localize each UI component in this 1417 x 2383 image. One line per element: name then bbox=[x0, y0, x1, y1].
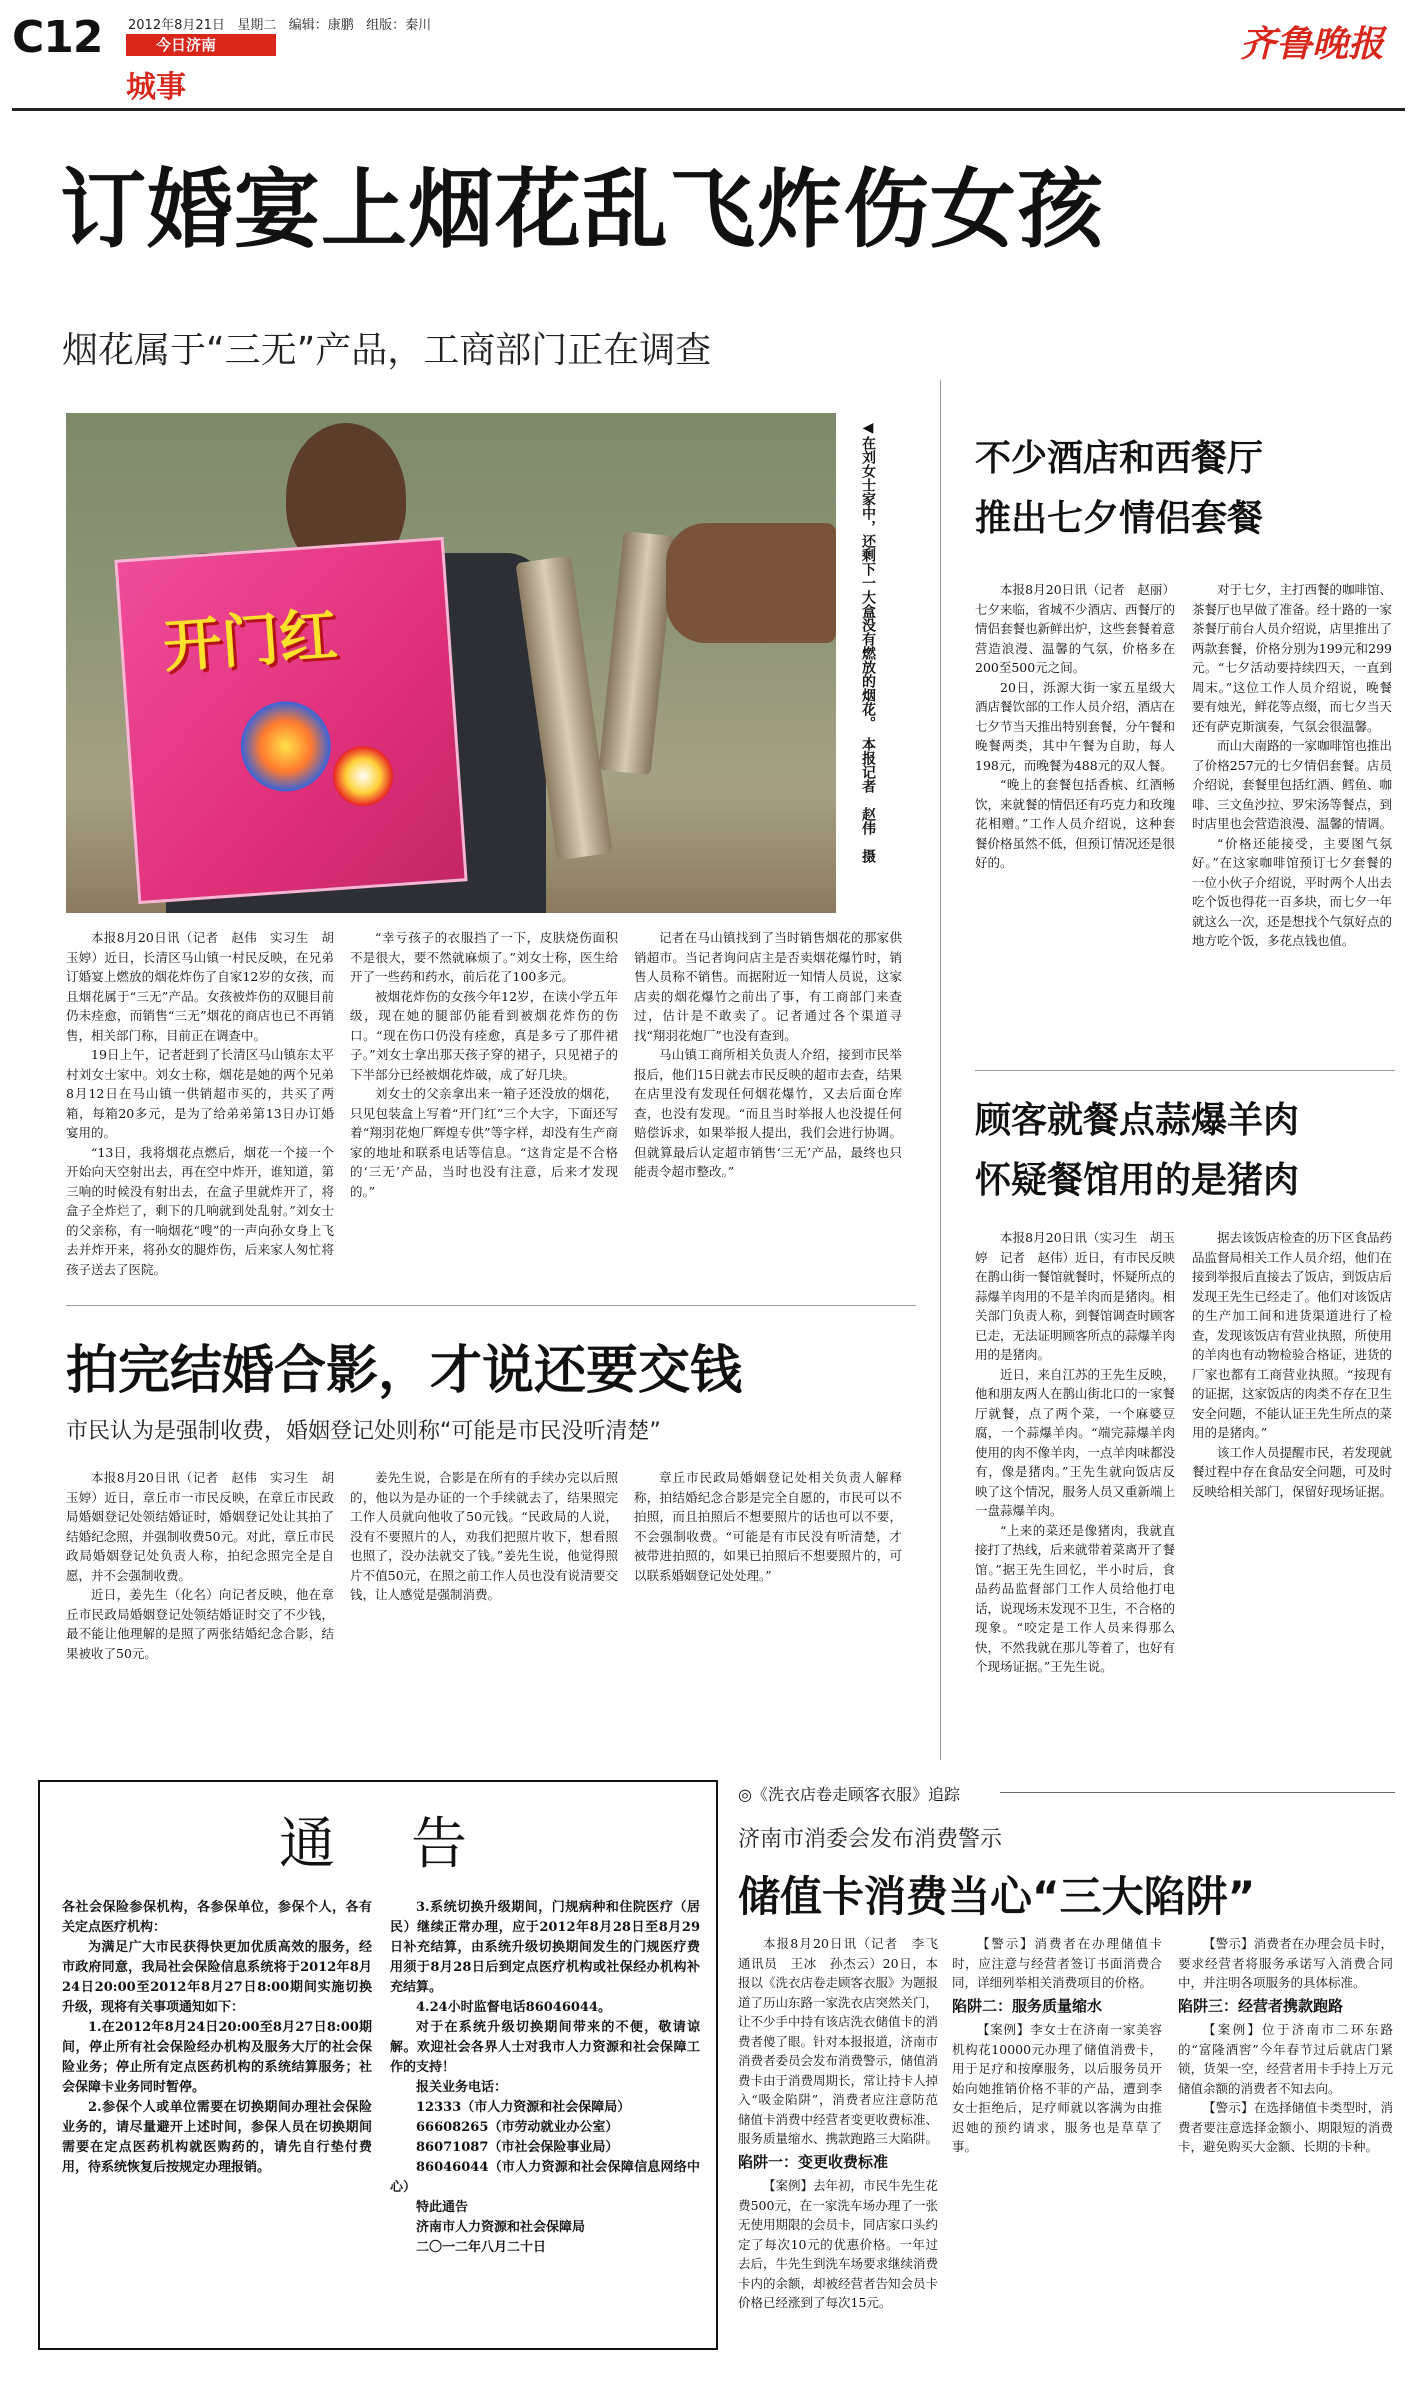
photo-story-headline: 拍完结婚合影，才说还要交钱 bbox=[66, 1341, 743, 1401]
notice-title: 通 告 bbox=[279, 1812, 477, 1877]
photo-story-para: 姜先生说，合影是在所有的手续办完以后照的，他以为是办证的一个手续就去了，结果照完工作人员就向他收了50元钱。“民政局的人说，没有不要照片的人，劝我们把照片收下，想看照也照了，没办法就交了钱。”姜先生说，他觉得照片不值50元，在照之前工作人员也没有说清要交钱，让人感觉是强制消费。 bbox=[350, 1470, 618, 1602]
section-rule bbox=[66, 1305, 916, 1306]
section-tag: 今日济南 bbox=[126, 34, 276, 56]
storedcard-col2 bbox=[952, 1934, 1162, 2374]
storedcard-col1 bbox=[738, 1934, 951, 2374]
garlic-para: 本报8月20日讯（实习生 胡玉婷 记者 赵伟）近日，有市民反映在鹊山街一餐馆就餐时，怀疑所点的蒜爆羊肉用的不是羊肉而是猪肉。相关部门负责人称，到餐馆调查时顾客已走，无法证明顾客所点的蒜爆羊肉用的是猪肉。 bbox=[975, 1230, 1176, 1362]
garlic-para: “上来的菜还是像猪肉，我就直接打了热线，后来就带着菜离开了餐馆。”据王先生回忆，半小时后，食品药品监督部门工作人员给他打电话，说现场未发现不卫生，不合格的现象。“咬定是工作人员来得那么快，不然我就在那儿等着了，也好有个现场证据。”王先生说。 bbox=[975, 1522, 1176, 1674]
lead-body-col1 bbox=[66, 928, 334, 1293]
notice-para: 报关业务电话： bbox=[416, 2080, 508, 2095]
qixi-para: 20日，泺源大街一家五星级大酒店餐饮部的工作人员介绍，酒店在七夕节当天推出特别套餐，分午餐和晚餐两类，其中午餐为自助，每人198元，而晚餐为488元的双人餐。 bbox=[975, 679, 1176, 773]
lead-para: 本报8月20日讯（记者 赵伟 实习生 胡玉婷）近日，长清区马山镇一村民反映，在兄弟订婚宴上燃放的烟花炸伤了自家12岁的女孩，而且烟花属于“三无”产品。女孩被炸伤的双腿目前仍未痊愈，而销售“三无”烟花的商店也已不再销售，相关部门称，目前正在调查中。 bbox=[66, 930, 334, 1043]
storedcard-para: 【案例】位于济南市二环东路的“富隆酒窖”今年春节过后就店门紧锁，货架一空，经营者用卡手持上万元储值余额的消费者不知去向。 bbox=[1178, 2022, 1393, 2096]
section-rule bbox=[975, 1070, 1395, 1071]
notice-para: 对于在系统升级切换期间带来的不便，敬请谅解。欢迎社会各界人士对我市人力资源和社会保障工作的支持！ bbox=[390, 2020, 700, 2075]
garlic-para: 据去该饭店检查的历下区食品药品监督局相关工作人员介绍，他们在接到举报后直接去了饭店，到饭店后发现王先生已经走了。他们对该饭店的生产加工间和进货渠道进行了检查，发现该饭店有营业执照，所使用的羊肉也有动物检验合格证，进货的厂家也都有工商营业执照。“按现有的证据，这家饭店的肉类不存在卫生安全问题，不能认证王先生所点的菜用的是猪肉。” bbox=[1192, 1230, 1393, 1440]
photo-caption: ◀在刘女士家中，还剩下一大盒没有燃放的烟花。 本报记者 赵伟 摄 bbox=[860, 420, 876, 863]
photo-story-col2 bbox=[350, 1468, 618, 1758]
storedcard-para: 【案例】李女士在济南一家美容机构花10000元办理了储值消费卡，用于足疗和按摩服务，以后服务员开始向她推销价格不菲的产品，遭到李女士拒绝后，足疗师就以客满为由推迟她的预约请求，服务也是草草了事。 bbox=[952, 2022, 1162, 2154]
qixi-para: 对于七夕，主打西餐的咖啡馆、茶餐厅也早做了准备。经十路的一家茶餐厅前台人员介绍说，店里推出了两款套餐，价格分别为199元和299元。“七夕活动要持续四天，一直到周末。”这位工作人员介绍说，晚餐要有烛光，鲜花等点缀，而七夕当天还有萨克斯演奏，气氛会很温馨。 bbox=[1192, 582, 1393, 734]
garlic-para: 该工作人员提醒市民，若发现就餐过程中存在食品安全问题，可及时反映给相关部门，保留好现场证据。 bbox=[1192, 1444, 1393, 1499]
hand bbox=[666, 523, 836, 643]
notice-sign: 济南市人力资源和社会保障局 bbox=[416, 2220, 586, 2235]
burnt-tube-2 bbox=[599, 531, 676, 775]
trap-2-heading: 陷阱二：服务质量缩水 bbox=[952, 1996, 1103, 2015]
topic-rule bbox=[1000, 1792, 1395, 1793]
column-divider-right bbox=[940, 380, 941, 1760]
lead-headline: 订婚宴上烟花乱飞炸伤女孩 bbox=[60, 160, 1104, 260]
photo-story-para: 章丘市民政局婚姻登记处相关负责人解释称，拍结婚纪念合影是完全自愿的，市民可以不拍照，而且拍照后不想要照片的话也可以不要，不会强制收费。“可能是有市民没有听清楚，才被带进拍照的，如果已拍照后不想要照片的，可以联系婚姻登记处处理。” bbox=[634, 1470, 902, 1583]
masthead-rule bbox=[12, 108, 1405, 111]
lead-body-col2 bbox=[350, 928, 618, 1293]
qixi-headline-1: 不少酒店和西餐厅 bbox=[975, 438, 1264, 479]
box-label: 开门红 bbox=[161, 600, 340, 681]
storedcard-kicker: 济南市消委会发布消费警示 bbox=[738, 1827, 1003, 1852]
lead-para: 刘女士的父亲拿出来一箱子还没放的烟花，只见包装盒上写着“开门红”三个大字，下面还写着“翔羽花炮厂辉煌专供”等字样，却没有生产商家的地址和联系电话等信息。“这肯定是不合格的‘三无’产品，当时也没有注意，后来才发现的。” bbox=[350, 1086, 618, 1199]
photo-story-para: 本报8月20日讯（记者 赵伟 实习生 胡玉婷）近日，章丘市一市民反映，在章丘市民政局婚姻登记处领结婚证时，婚姻登记处让其拍了结婚纪念照，并强制收费50元。对此，章丘市民政局婚姻登记处负责人称，拍纪念照完全是自愿，并不会强制收费。 bbox=[66, 1470, 334, 1583]
trap-1-heading: 陷阱一：变更收费标准 bbox=[738, 2152, 889, 2171]
notice-col2 bbox=[390, 1898, 700, 2338]
notice-phone: 86046044（市人力资源和社会保障信息网络中心） bbox=[390, 2160, 700, 2195]
layout-editor: 组版：秦川 bbox=[366, 18, 432, 33]
storedcard-para: 【警示】在选择储值卡类型时，消费者要注意选择金额小、期限短的消费卡，避免购买大金额、长期的卡种。 bbox=[1178, 2100, 1393, 2154]
lead-para: 被烟花炸伤的女孩今年12岁，在读小学五年级，现在她的腿部仍能看到被烟花炸伤的伤口。“现在伤口仍没有痊愈，真是多亏了那件裙子。”刘女士拿出那天孩子穿的裙子，只见裙子的下半部分已经被烟花炸破，成了好几块。 bbox=[350, 988, 618, 1082]
notice-para: 1.在2012年8月24日20:00至8月27日8:00期间，停止所有社会保险经办机构及服务大厅的社会保险业务；停止所有定点医药机构的系统结算服务；社会保障卡业务同时暂停。 bbox=[62, 2020, 372, 2095]
qixi-col2 bbox=[1192, 580, 1392, 1060]
notice-para: 2.参保个人或单位需要在切换期间办理社会保险业务的，请尽量避开上述时间，参保人员在切换期间需要在定点医药机构就医购药的，请先自行垫付费用，待系统恢复后按规定办理报销。 bbox=[62, 2100, 372, 2175]
notice-phone: 12333（市人力资源和社会保障局） bbox=[416, 2100, 631, 2115]
section-name: 城事 bbox=[126, 70, 186, 105]
notice-col1 bbox=[62, 1898, 372, 2338]
editor: 编辑：康鹏 bbox=[288, 18, 354, 33]
garlic-headline-2: 怀疑餐馆用的是猪肉 bbox=[975, 1160, 1300, 1201]
weekday: 星期二 bbox=[237, 18, 277, 33]
notice-sign: 特此通告 bbox=[416, 2200, 469, 2215]
lead-para: 19日上午，记者赶到了长清区马山镇东太平村刘女士家中。刘女士称，烟花是她的两个兄弟8月12日在马山镇一供销超市买的，共买了两箱，每箱20多元，是为了给弟弟第13日办订婚宴用的。 bbox=[66, 1047, 334, 1140]
qixi-headline-2: 推出七夕情侣套餐 bbox=[975, 498, 1264, 539]
firework-burst-2 bbox=[331, 744, 395, 808]
firework-box bbox=[114, 537, 467, 904]
date: 2012年8月21日 bbox=[128, 18, 225, 33]
garlic-headline-1: 顾客就餐点蒜爆羊肉 bbox=[975, 1100, 1300, 1141]
notice-phone: 86071087（市社会保险事业局） bbox=[416, 2140, 619, 2155]
date-line bbox=[128, 14, 431, 33]
qixi-para: 而山大南路的一家咖啡馆也推出了价格257元的七夕情侣套餐。店员介绍说，套餐里包括红酒、鳕鱼、咖啡、三文鱼沙拉、罗宋汤等餐点，到时店里也会营造浪漫、温馨的情调。 bbox=[1192, 738, 1393, 831]
garlic-para: 近日，来自江苏的王先生反映，他和朋友两人在鹊山街北口的一家餐厅就餐，点了两个菜，一个麻婆豆腐，一个蒜爆羊肉。“端完蒜爆羊肉使用的肉不像羊肉，一点羊肉味都没有，像是猪肉。”王先生就向饭店反映了这个情况，服务人员又重新端上一盘蒜爆羊肉。 bbox=[975, 1366, 1176, 1518]
qixi-para: “晚上的套餐包括香槟、红酒畅饮，来就餐的情侣还有巧克力和玫瑰花相赠。”工作人员介绍说，这种套餐价格虽然不低，但预订情况还是很好的。 bbox=[975, 777, 1176, 870]
page-number: C12 bbox=[12, 12, 103, 63]
qixi-para: 本报8月20日讯（记者 赵丽）七夕来临，省城不少酒店、西餐厅的情侣套餐也新鲜出炉，这些套餐着意营造浪漫、温馨的气氛，价格多在200至500元之间。 bbox=[975, 582, 1176, 675]
notice-para: 为满足广大市民获得快更加优质高效的服务，经市政府同意，我局社会保险信息系统将于2012年8月24日20:00至2012年8月27日8:00期间实施切换升级，现将有关事项通知如下： bbox=[62, 1940, 372, 2015]
qixi-col1 bbox=[975, 580, 1175, 1060]
lead-para: “13日，我将烟花点燃后，烟花一个接一个开始向天空射出去，再在空中炸开，谁知道，第三响的时候没有射出去，在盒子里就炸开了，将盒子全炸烂了，剩下的几响就到处乱射。”刘女士的父亲称，有一响烟花“嗖”的一声向孙女身上飞去并炸开来，将孙女的腿炸伤，后来家人匆忙将孩子送去了医院。 bbox=[66, 1144, 334, 1277]
photo-story-col1 bbox=[66, 1468, 334, 1758]
garlic-col2 bbox=[1192, 1228, 1392, 1763]
storedcard-headline: 储值卡消费当心“三大陷阱” bbox=[738, 1872, 1256, 1921]
lead-para: “幸亏孩子的衣服挡了一下，皮肤烧伤面积不是很大，要不然就麻烦了。”刘女士称，医生给开了一些药和药水，前后花了100多元。 bbox=[350, 930, 618, 984]
photo-story-para: 近日，姜先生（化名）向记者反映，他在章丘市民政局婚姻登记处领结婚证时交了不少钱，最不能让他理解的是照了两张结婚纪念合影，结果被收了50元。 bbox=[66, 1587, 334, 1661]
storedcard-para: 本报8月20日讯（记者 李飞 通讯员 王冰 孙杰云）20日，本报以《洗衣店卷走顾客衣服》为题报道了历山东路一家洗衣店突然关门，让不少手中持有该店洗衣储值卡的消费者傻了眼。针对本报报道，济南市消费者委员会发布消费警示，储值消费卡由于消费周期长，常让持卡人掉入“吸金陷阱”，消费者应注意防范储值卡消费中经营者变更收费标准、服务质量缩水、携款跑路三大陷阱。 bbox=[738, 1936, 951, 2146]
storedcard-para: 【案例】去年初，市民牛先生花费500元，在一家洗车场办理了一张无使用期限的会员卡，同店家口头约定了每次10元的优惠价格。一年过去后，牛先生到洗车场要求继续消费卡内的余额，却被经营者告知会员卡价格已经涨到了每次15元。 bbox=[738, 2178, 939, 2310]
trap-3-heading: 陷阱三：经营者携款跑路 bbox=[1178, 1996, 1344, 2015]
notice-date: 二〇一二年八月二十日 bbox=[416, 2240, 547, 2255]
storedcard-para: 【警示】消费者在办理会员卡时，要求经营者将服务承诺写入消费合同中，并注明各项服务的具体标准。 bbox=[1178, 1936, 1393, 1990]
photo-story-col3 bbox=[634, 1468, 902, 1758]
lead-photo bbox=[66, 413, 836, 913]
paper-logo: 齐鲁晚报 bbox=[1240, 23, 1385, 65]
photo-story-subhead: 市民认为是强制收费，婚姻登记处则称“可能是市民没听清楚” bbox=[66, 1419, 661, 1444]
lead-para: 记者在马山镇找到了当时销售烟花的那家供销超市。当记者询问店主是否卖烟花爆竹时，销售人员称不销售。而据附近一知情人员说，这家店卖的烟花爆竹之前出了事，有工商部门来查过，估计是不敢卖了。记者通过各个渠道寻找“翔羽花炮厂”也没有查到。 bbox=[634, 930, 902, 1043]
followup-topic: ◎《洗衣店卷走顾客衣服》追踪 bbox=[738, 1785, 960, 1804]
firework-burst-1 bbox=[238, 698, 334, 794]
notice-phone: 66608265（市劳动就业办公室） bbox=[416, 2120, 619, 2135]
notice-para: 3.系统切换升级期间，门规病种和住院医疗（居民）继续正常办理，应于2012年8月28日至8月29日补充结算，由系统升级切换期间发生的门规医疗费用须于8月28日后到定点医疗机构或社保经办机构补充结算。 bbox=[390, 1900, 700, 1995]
storedcard-para: 【警示】消费者在办理储值卡时，应注意与经营者签订书面消费合同，详细列举相关消费项目的价格。 bbox=[952, 1936, 1162, 1990]
garlic-col1 bbox=[975, 1228, 1175, 1763]
lead-para: 马山镇工商所相关负责人介绍，接到市民举报后，他们15日就去市民反映的超市去查，结果在店里没有发现任何烟花爆竹，又去后面仓库查，也没有发现。“而且当时举报人也没提任何赔偿诉求，如果举报人提出，我们会进行协调。但就算最后认定超市销售‘三无’产品，最终也只能责令超市整改。” bbox=[634, 1047, 902, 1179]
lead-body-col3 bbox=[634, 928, 902, 1293]
lead-subhead: 烟花属于“三无”产品，工商部门正在调查 bbox=[62, 330, 712, 371]
storedcard-col3 bbox=[1178, 1934, 1393, 2374]
qixi-para: “价格还能接受，主要图气氛好。”在这家咖啡馆预订七夕套餐的一位小伙子介绍说，平时两个人出去吃个饭也得花一百多块，而七夕一年就这么一次，还是想找个气氛好点的地方吃个饭，多花点钱也值。 bbox=[1192, 835, 1393, 948]
notice-para: 各社会保险参保机构，各参保单位，参保个人，各有关定点医疗机构： bbox=[62, 1900, 372, 1935]
notice-para: 4.24小时监督电话86046044。 bbox=[416, 2000, 612, 2015]
